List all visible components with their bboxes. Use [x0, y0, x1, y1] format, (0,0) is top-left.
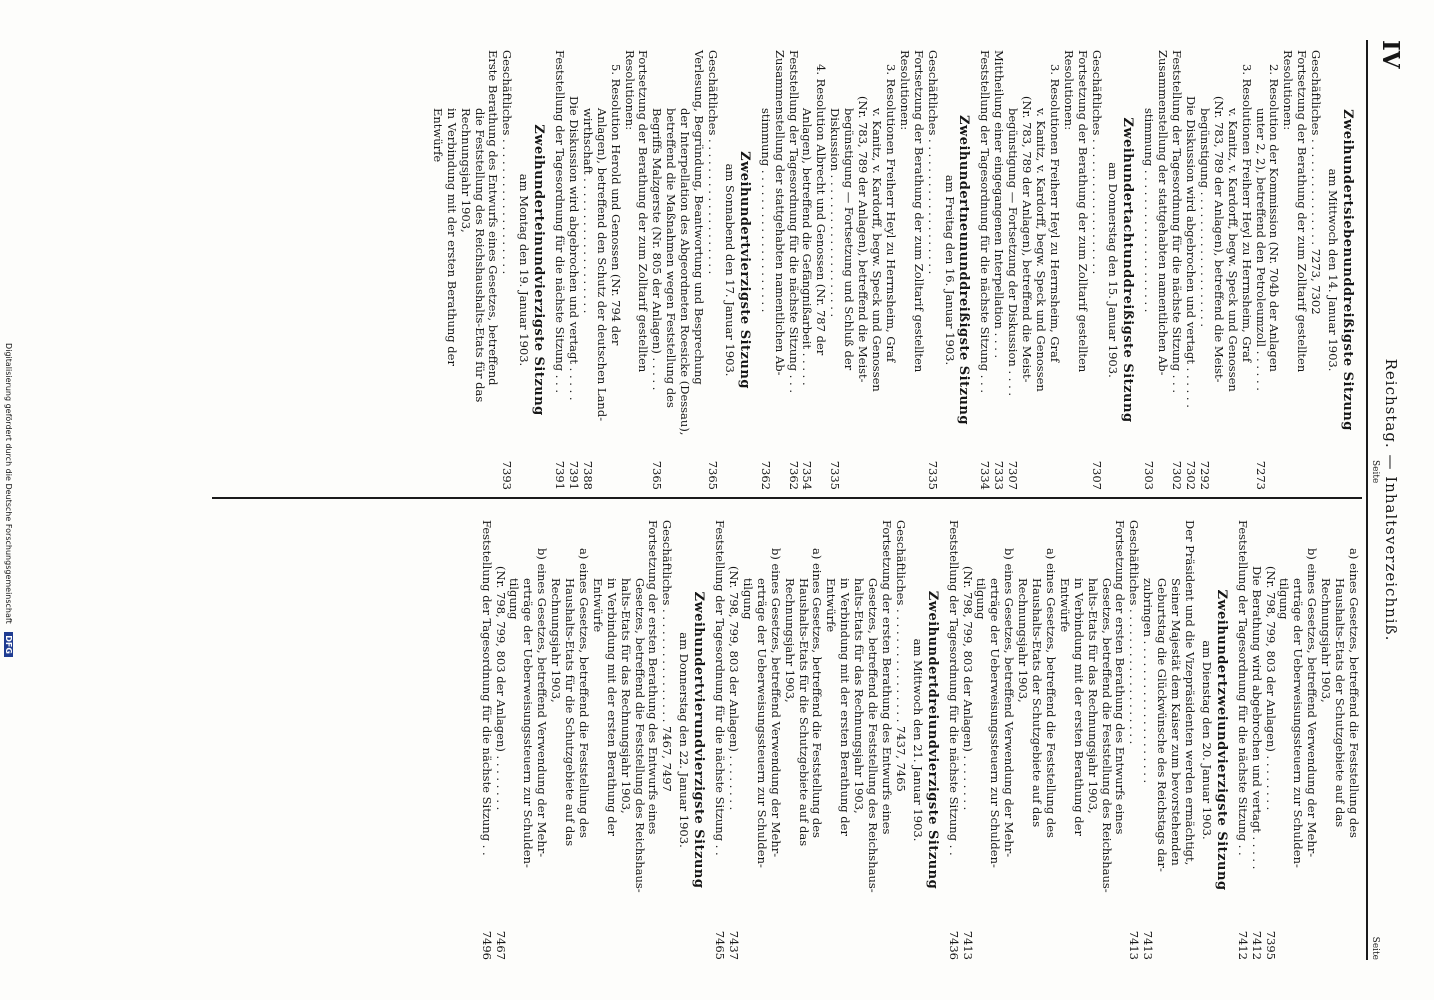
entry-text: b) eines Gesetzes, betreffend Verwendung der Mehr- — [1002, 548, 1017, 858]
toc-entry — [1047, 50, 1061, 490]
toc-entry — [1249, 520, 1263, 960]
entry-text: 4. Resolution Albrecht und Genossen (Nr. 787 der — [814, 64, 829, 356]
toc-entry — [768, 520, 782, 960]
toc-entry — [1154, 520, 1168, 960]
toc-entry — [827, 50, 841, 490]
toc-entry — [837, 520, 851, 960]
entry-text: stimmung . . . . . . . . . . . . . . . . . . . . — [758, 108, 773, 313]
toc-entry — [677, 50, 691, 490]
toc-entry — [893, 520, 907, 960]
entry-text: Die Berathung wird abgebrochen und vertagt . . . . . — [1249, 566, 1264, 870]
entry-text: Geschäftliches . . . . . . . . . . . . . . . . . . . — [925, 50, 940, 275]
toc-entry — [841, 50, 855, 490]
session-date: am Donnerstag den 15. Januar 1903. — [1106, 162, 1121, 378]
toc-entry — [1085, 520, 1099, 960]
entry-text: in Verbindung mit der ersten Berathung der — [1071, 578, 1086, 836]
toc-entry — [1099, 520, 1113, 960]
toc-entry — [974, 520, 988, 960]
entry-text: halts-Etats für das Rechnungsjahr 1903, — [1085, 578, 1100, 814]
toc-entry — [1225, 50, 1239, 490]
toc-entry — [1197, 50, 1211, 490]
entry-text: Erste Berathung des Entwurfs eines Gesetzes, betreffend — [486, 50, 501, 386]
entry-page: 7365 — [706, 460, 721, 490]
entry-page: 7292 — [1197, 460, 1212, 490]
entry-page: 7333 — [992, 460, 1007, 490]
session-section — [430, 50, 545, 490]
session-date: am Donnerstag den 22. Januar 1903. — [677, 632, 692, 848]
entry-text: tilgung — [507, 578, 522, 620]
entry-text: halts-Etats für das Rechnungsjahr 1903, — [618, 578, 633, 814]
session-section — [1141, 50, 1354, 490]
entry-text: Geschäftliches . . . . . . . . . . . . . . . . 7437, 7465 — [893, 520, 908, 792]
entry-text: Feststellung der Tagesordnung für die nächste Sitzung . . — [1235, 520, 1250, 856]
right-column — [472, 520, 1360, 960]
toc-entry — [823, 520, 837, 960]
toc-entry — [991, 50, 1005, 490]
toc-entry — [1155, 50, 1169, 490]
entry-text: a) eines Gesetzes, betreffend die Feststellung des — [1043, 548, 1058, 838]
entry-text: Entwürfe — [430, 108, 445, 163]
toc-entry — [1075, 50, 1089, 490]
toc-entry — [782, 520, 796, 960]
entry-page: 7302 — [1184, 460, 1199, 490]
toc-entry — [493, 520, 507, 960]
toc-entry — [520, 520, 534, 960]
entry-text: erträge der Ueberweisungssteuern zur Schulden- — [1291, 578, 1306, 868]
session-date: am Dienstag den 20. Januar 1903. — [1199, 640, 1214, 840]
entry-text: Fortsetzung der Berathung der zum Zolltarif gestellten — [1075, 50, 1090, 373]
toc-entry — [458, 50, 472, 490]
entry-page: 7391 — [566, 460, 581, 490]
entry-text: Mittheilung einer eingegangenen Interpellation . . . . — [992, 50, 1007, 359]
toc-entry — [499, 50, 513, 490]
toc-entry — [562, 520, 576, 960]
entry-text: Anlagen), betreffend die Gefängnißarbeit . . . . . — [800, 108, 815, 386]
entry-text: Fortsetzung der Berathung der zum Zolltarif gestellten — [911, 50, 926, 373]
entry-page: 7354 — [800, 460, 815, 490]
digitization-footer — [4, 0, 13, 1000]
toc-entry — [1001, 520, 1015, 960]
toc-entry — [660, 520, 674, 960]
toc-entry — [869, 50, 883, 490]
toc-entry — [507, 520, 521, 960]
entry-text: begünstigung — Fortsetzung und Schluß der — [842, 108, 857, 371]
session-date: am Sonnabend den 17. Januar 1903. — [722, 163, 737, 377]
toc-entry — [1304, 520, 1318, 960]
toc-entry — [1113, 520, 1127, 960]
toc-entry — [726, 520, 740, 960]
entry-text: (Nr. 798, 799, 803 der Anlagen) . . . . . . . . — [960, 566, 975, 811]
toc-entry — [855, 50, 869, 490]
entry-page: 7465 — [713, 930, 728, 960]
entry-text: Anlagen), betreffend den Schutz der deutschen Land- — [594, 108, 609, 422]
toc-entry — [851, 520, 865, 960]
toc-entry — [576, 520, 590, 960]
entry-text: in Verbindung mit der ersten Berathung der — [604, 578, 619, 836]
entry-text: a) eines Gesetzes, betreffend die Feststellung des — [1347, 548, 1361, 838]
toc-entry — [691, 50, 705, 490]
session-date: am Montag den 19. Januar 1903. — [517, 173, 532, 367]
toc-entry — [1267, 50, 1281, 490]
toc-entry — [479, 520, 493, 960]
entry-page: 7391 — [553, 460, 568, 490]
toc-entry — [772, 50, 786, 490]
seite-label-right: Seite — [1370, 936, 1380, 960]
entry-text: (Nr. 783, 789 der Anlagen), betreffend die Meist- — [1020, 96, 1035, 383]
entry-text: Gesetzes, betreffend die Feststellung des Reichshaus- — [1099, 578, 1114, 893]
entry-page: 7307 — [1006, 460, 1021, 490]
running-title: Reichstag. — Inhaltsverzeichniß. — [1382, 358, 1400, 642]
toc-entry — [1332, 520, 1346, 960]
entry-text: Geschäftliches . . . . . . . . . . . . . . . . . . . — [500, 50, 515, 275]
entry-text: Rechnungsjahr 1903, — [782, 578, 797, 703]
seite-label-left: Seite — [1370, 460, 1380, 484]
entry-page: 7412 — [1249, 930, 1264, 960]
entry-text: Geschäftliches . . . . . . . . . . . . . . . . . . . — [706, 50, 721, 275]
toc-entry — [618, 520, 632, 960]
entry-page: 7362 — [758, 460, 773, 490]
toc-entry — [1263, 520, 1277, 960]
entry-text: Fortsetzung der ersten Berathung des Entwurfs eines — [646, 520, 661, 835]
toc-entry — [1318, 520, 1332, 960]
entry-text: Fortsetzung der Berathung der zum Zolltarif gestellten — [636, 50, 651, 373]
entry-text: wirthschaft . . . . . . . . . . . . . . . . . . . — [580, 108, 595, 314]
toc-entry — [705, 50, 719, 490]
entry-text: erträge der Ueberweisungssteuern zur Schulden- — [754, 578, 769, 868]
entry-text: Geschäftliches . . . . . . . . . . . . . . . . 7467, 7497 — [660, 520, 675, 792]
entry-text: 3. Resolutionen Freiherr Heyl zu Herrnsheim, Graf — [1239, 64, 1254, 363]
continued-entries — [1235, 520, 1360, 960]
entry-text: 3. Resolutionen Freiherr Heyl zu Herrnsheim, Graf — [1047, 64, 1062, 363]
entry-text: Diskussion . . . . . . . . . . . . . . . . . . . . — [828, 108, 843, 318]
entry-text: Rechnungsjahr 1903, — [1016, 578, 1031, 703]
entry-text: Feststellung der Tagesordnung für die nächste Sitzung . . . — [553, 50, 568, 393]
toc-entry — [1169, 50, 1183, 490]
session-section — [946, 520, 1228, 960]
toc-entry — [1235, 520, 1249, 960]
entry-text: erträge der Ueberweisungssteuern zur Schulden- — [521, 578, 536, 868]
entry-text: Geschäftliches . . . . . . . . . . . . . . . . . . . — [1089, 50, 1104, 275]
entry-text: Die Diskussion wird abgebrochen und vertagt . . . . . — [566, 96, 581, 401]
toc-entry — [486, 50, 500, 490]
toc-entry — [472, 50, 486, 490]
entry-text: Der Präsident und die Vizepräsidenten werden ermächtigt, — [1183, 520, 1198, 866]
entry-text: Verlesung, Begründung, Beantwortung und Besprechung — [692, 50, 707, 385]
entry-text: Haushalts-Etats der Schutzgebiete auf das — [1030, 578, 1045, 828]
entry-page: 7467 — [493, 930, 508, 960]
entry-text: Feststellung der Tagesordnung für die nächste Sitzung . . . — [978, 50, 993, 393]
entry-text: Feststellung der Tagesordnung für die nächste Sitzung . . . — [786, 50, 801, 393]
entry-page: 7413 — [960, 930, 975, 960]
entry-page: 7303 — [1142, 460, 1157, 490]
entry-text: zubringen . . . . . . . . . . . . . . . . . . . . — [1141, 578, 1156, 784]
entry-text: Geschäftliches . . . . . . . . . . . . . . . 7273, 7302 — [1309, 50, 1324, 315]
entry-text: b) eines Gesetzes, betreffend Verwendung der Mehr- — [535, 548, 550, 858]
toc-entry — [758, 50, 772, 490]
entry-page: 7413 — [1127, 930, 1142, 960]
entry-text: (Nr. 798, 799, 803 der Anlagen) . . . . . . . . — [493, 566, 508, 811]
entry-text: Fortsetzung der ersten Berathung des Entwurfs eines — [880, 520, 894, 835]
toc-entry — [608, 50, 622, 490]
toc-entry — [883, 50, 897, 490]
session-section — [479, 520, 706, 960]
toc-entry — [552, 50, 566, 490]
toc-entry — [911, 50, 925, 490]
left-column — [423, 50, 1360, 490]
session-date: am Mittwoch den 14. Januar 1903. — [1326, 168, 1341, 372]
entry-text: v. Kanitz, v. Kardorff, begw. Speck und Genossen — [870, 108, 884, 392]
toc-entry — [879, 520, 893, 960]
toc-entry — [813, 50, 827, 490]
toc-entry — [650, 50, 664, 490]
toc-entry — [796, 520, 810, 960]
session-section — [552, 50, 751, 490]
session-title: Zweihundertsiebenunddreißigste Sitzung — [1340, 109, 1355, 431]
session-title: Zweihundertachtunddreißigste Sitzung — [1120, 117, 1136, 423]
entry-text: Feststellung der Tagesordnung für die nächste Sitzung . . — [946, 520, 961, 856]
entry-text: stimmung . . . . . . . . . . . . . . . . . . . . — [1142, 108, 1157, 313]
toc-entry — [1015, 520, 1029, 960]
toc-entry — [430, 50, 444, 490]
toc-entry — [712, 520, 726, 960]
entry-page: 7436 — [946, 930, 961, 960]
session-title: Zweihunderteinundvierzigste Sitzung — [531, 124, 547, 416]
entry-page: 7335 — [925, 460, 940, 490]
session-section — [758, 50, 971, 490]
toc-entry — [1033, 50, 1047, 490]
entry-text: 5. Resolution Herold und Genossen (Nr. 794 der — [608, 64, 623, 346]
session-title: Zweihundertvierzigste Sitzung — [736, 151, 752, 389]
toc-entry — [960, 520, 974, 960]
entry-text: (Nr. 798, 799, 803 der Anlagen) . . . . . . . . — [727, 566, 742, 811]
entry-page: 7365 — [650, 460, 665, 490]
toc-entry — [566, 50, 580, 490]
session-section — [977, 50, 1134, 490]
toc-entry — [800, 50, 814, 490]
toc-entry — [1253, 50, 1267, 490]
entry-page: 7388 — [580, 460, 595, 490]
toc-entry — [810, 520, 824, 960]
entry-text: Resolutionen: — [1061, 50, 1076, 131]
entry-text: erträge der Ueberweisungssteuern zur Schulden- — [988, 578, 1003, 868]
entry-text: (Nr. 783, 789 der Anlagen), betreffend die Meist- — [1211, 96, 1226, 383]
toc-entry — [594, 50, 608, 490]
entry-text: unter 2, 2), betreffend den Petroleumzoll . . . . . . — [1253, 108, 1268, 391]
entry-text: Feststellung der Tagesordnung für die nächste Sitzung . . . — [1170, 50, 1185, 393]
session-date: am Mittwoch den 21. Januar 1903. — [910, 638, 925, 842]
entry-text: 3. Resolutionen Freiherr Heyl zu Herrnsheim, Graf — [883, 64, 898, 363]
toc-entry — [1141, 50, 1155, 490]
toc-entry — [604, 520, 618, 960]
toc-entry — [754, 520, 768, 960]
entry-text: betreffend die Maßnahmen wegen Feststellung des — [664, 108, 679, 408]
entry-text: a) eines Gesetzes, betreffend die Feststellung des — [576, 548, 591, 838]
page-header — [1366, 40, 1404, 960]
toc-entry — [1019, 50, 1033, 490]
toc-entry — [786, 50, 800, 490]
entry-page: 7335 — [828, 460, 843, 490]
entry-text: (Nr. 798, 799, 803 der Anlagen) . . . . . . . . — [1263, 566, 1278, 811]
toc-entry — [1280, 50, 1294, 490]
toc-entry — [1277, 520, 1291, 960]
toc-entry — [1061, 50, 1075, 490]
entry-text: begünstigung — Fortsetzung der Diskussion . . . . — [1006, 108, 1021, 397]
entry-text: a) eines Gesetzes, betreffend die Feststellung des — [810, 548, 825, 838]
entry-text: Resolutionen: — [897, 50, 912, 131]
toc-entry — [865, 520, 879, 960]
entry-page: 7302 — [1170, 460, 1185, 490]
toc-entry — [925, 50, 939, 490]
entry-text: Geburtstag die Glückwünsche des Reichstags dar- — [1155, 578, 1170, 872]
toc-entry — [580, 50, 594, 490]
entry-page: 7413 — [1141, 930, 1156, 960]
entry-text: Geschäftliches . . . . . . . . . . . . . . . . . . . — [1127, 520, 1142, 745]
toc-entry — [622, 50, 636, 490]
entry-text: b) eines Gesetzes, betreffend Verwendung der Mehr- — [768, 548, 783, 858]
toc-entry — [897, 50, 911, 490]
entry-text: Resolutionen: — [1281, 50, 1296, 131]
entry-text: in Verbindung mit der ersten Berathung der — [838, 578, 853, 836]
dfg-logo: DFG — [4, 632, 13, 657]
entry-text: Rechnungsjahr 1903, — [549, 578, 564, 703]
entry-text: begünstigung . . . . . . . . . . . . . . . . . . . — [1197, 108, 1212, 327]
toc-entry — [444, 50, 458, 490]
entry-text: (Nr. 783, 789 der Anlagen), betreffend die Meist- — [856, 96, 871, 383]
session-section — [712, 520, 939, 960]
toc-entry — [1043, 520, 1057, 960]
entry-text: v. Kanitz, v. Kardorff, begw. Speck und Genossen — [1033, 108, 1048, 392]
entry-text: Entwürfe — [824, 578, 839, 633]
entry-text: der Interpellation des Abgeordneten Roesicke (Dessau), — [678, 108, 693, 436]
entry-text: Fortsetzung der Berathung der zum Zolltarif gestellten — [1295, 50, 1310, 373]
entry-page: 7307 — [1089, 460, 1104, 490]
toc-entry — [1183, 50, 1197, 490]
entry-page: 7496 — [479, 930, 494, 960]
toc-entry — [1005, 50, 1019, 490]
toc-entry — [946, 520, 960, 960]
entry-text: Haushalts-Etats für die Schutzgebiete auf das — [796, 578, 811, 847]
toc-entry — [1211, 50, 1225, 490]
entry-page: 7393 — [500, 460, 515, 490]
entry-text: tilgung — [740, 578, 755, 620]
toc-entry — [1239, 50, 1253, 490]
entry-page: 7412 — [1235, 930, 1250, 960]
entry-page: 7437 — [727, 930, 742, 960]
entry-text: tilgung — [974, 578, 989, 620]
entry-page: 7395 — [1263, 930, 1278, 960]
entry-page: 7273 — [1253, 460, 1268, 490]
toc-entry — [977, 50, 991, 490]
entry-text: Die Diskussion wird abgebrochen und vertagt . . . . . . — [1184, 96, 1199, 408]
toc-entry — [1127, 520, 1141, 960]
entry-text: Resolutionen: — [622, 50, 637, 131]
toc-entry — [534, 520, 548, 960]
toc-entry — [636, 50, 650, 490]
toc-entry — [1057, 520, 1071, 960]
toc-entry — [1308, 50, 1322, 490]
entry-text: Feststellung der Tagesordnung für die nächste Sitzung . . — [479, 520, 494, 856]
entry-page: 7362 — [786, 460, 801, 490]
entry-page: 7334 — [978, 460, 993, 490]
entry-text: halts-Etats für das Rechnungsjahr 1903, — [852, 578, 867, 814]
entry-text: Zusammenstellung der stattgehabten namentlichen Ab- — [1156, 50, 1171, 376]
toc-entry — [1071, 520, 1085, 960]
entry-text: Fortsetzung der ersten Berathung des Entwurfs eines — [1113, 520, 1128, 835]
entry-text: Begriffs Malzgerste (Nr. 805 der Anlagen) . . . . . — [650, 108, 665, 391]
entry-text: tilgung — [1277, 578, 1292, 620]
toc-entry — [740, 520, 754, 960]
session-date: am Freitag den 16. Januar 1903. — [942, 174, 957, 366]
toc-entry — [632, 520, 646, 960]
entry-text: Gesetzes, betreffend die Feststellung des Reichshaus- — [866, 578, 881, 893]
toc-entry — [1290, 520, 1304, 960]
entry-text: Gesetzes, betreffend die Feststellung des Reichshaus- — [632, 578, 647, 893]
toc-entry — [590, 520, 604, 960]
toc-entry — [1182, 520, 1196, 960]
entry-text: Seiner Majestät dem Kaiser zum bevorstehenden — [1169, 578, 1184, 866]
session-title: Zweihundertneununddreißigste Sitzung — [956, 115, 972, 425]
entry-text: in Verbindung mit der ersten Berathung der — [444, 108, 459, 366]
entry-text: Haushalts-Etats für die Schutzgebiete auf das — [563, 578, 578, 847]
toc-entry — [1140, 520, 1154, 960]
entry-text: Rechnungsjahr 1903, — [458, 108, 473, 233]
footer-text: Digitalisierung gefördert durch die Deutsche Forschungsgemeinschaft — [4, 343, 13, 624]
toc-entry — [1089, 50, 1103, 490]
entry-text: Entwürfe — [590, 578, 605, 633]
toc-entry — [663, 50, 677, 490]
entry-text: 2. Resolution der Kommission (Nr. 704b der Anlagen — [1267, 64, 1282, 372]
toc-entry — [1029, 520, 1043, 960]
entry-text: Rechnungsjahr 1903, — [1319, 578, 1334, 703]
session-title: Zweihundertvierundvierzigste Sitzung — [691, 591, 707, 889]
toc-entry — [1294, 50, 1308, 490]
entry-text: Entwürfe — [1057, 578, 1072, 633]
entry-text: Haushalts-Etats der Schutzgebiete auf das — [1333, 578, 1348, 828]
session-title: Zweihundertzweiundvierzigste Sitzung — [1213, 589, 1229, 891]
entry-text: die Feststellung des Reichshaushalts-Etats für das — [472, 108, 487, 403]
toc-entry — [646, 520, 660, 960]
entry-text: v. Kanitz, v. Kardorff, begw. Speck und Genossen — [1225, 108, 1240, 392]
entry-text: Feststellung der Tagesordnung für die nächste Sitzung . . — [713, 520, 728, 856]
toc-entry — [987, 520, 1001, 960]
session-title: Zweihundertdreiundvierzigste Sitzung — [924, 590, 940, 890]
page-number: IV — [1377, 40, 1404, 69]
toc-entry — [548, 520, 562, 960]
entry-text: b) eines Gesetzes, betreffend Verwendung der Mehr- — [1305, 548, 1320, 858]
column-divider — [212, 497, 1362, 499]
entry-text: Zusammenstellung der stattgehabten namentlichen Ab- — [772, 50, 787, 376]
toc-entry — [1168, 520, 1182, 960]
toc-entry — [1346, 520, 1360, 960]
